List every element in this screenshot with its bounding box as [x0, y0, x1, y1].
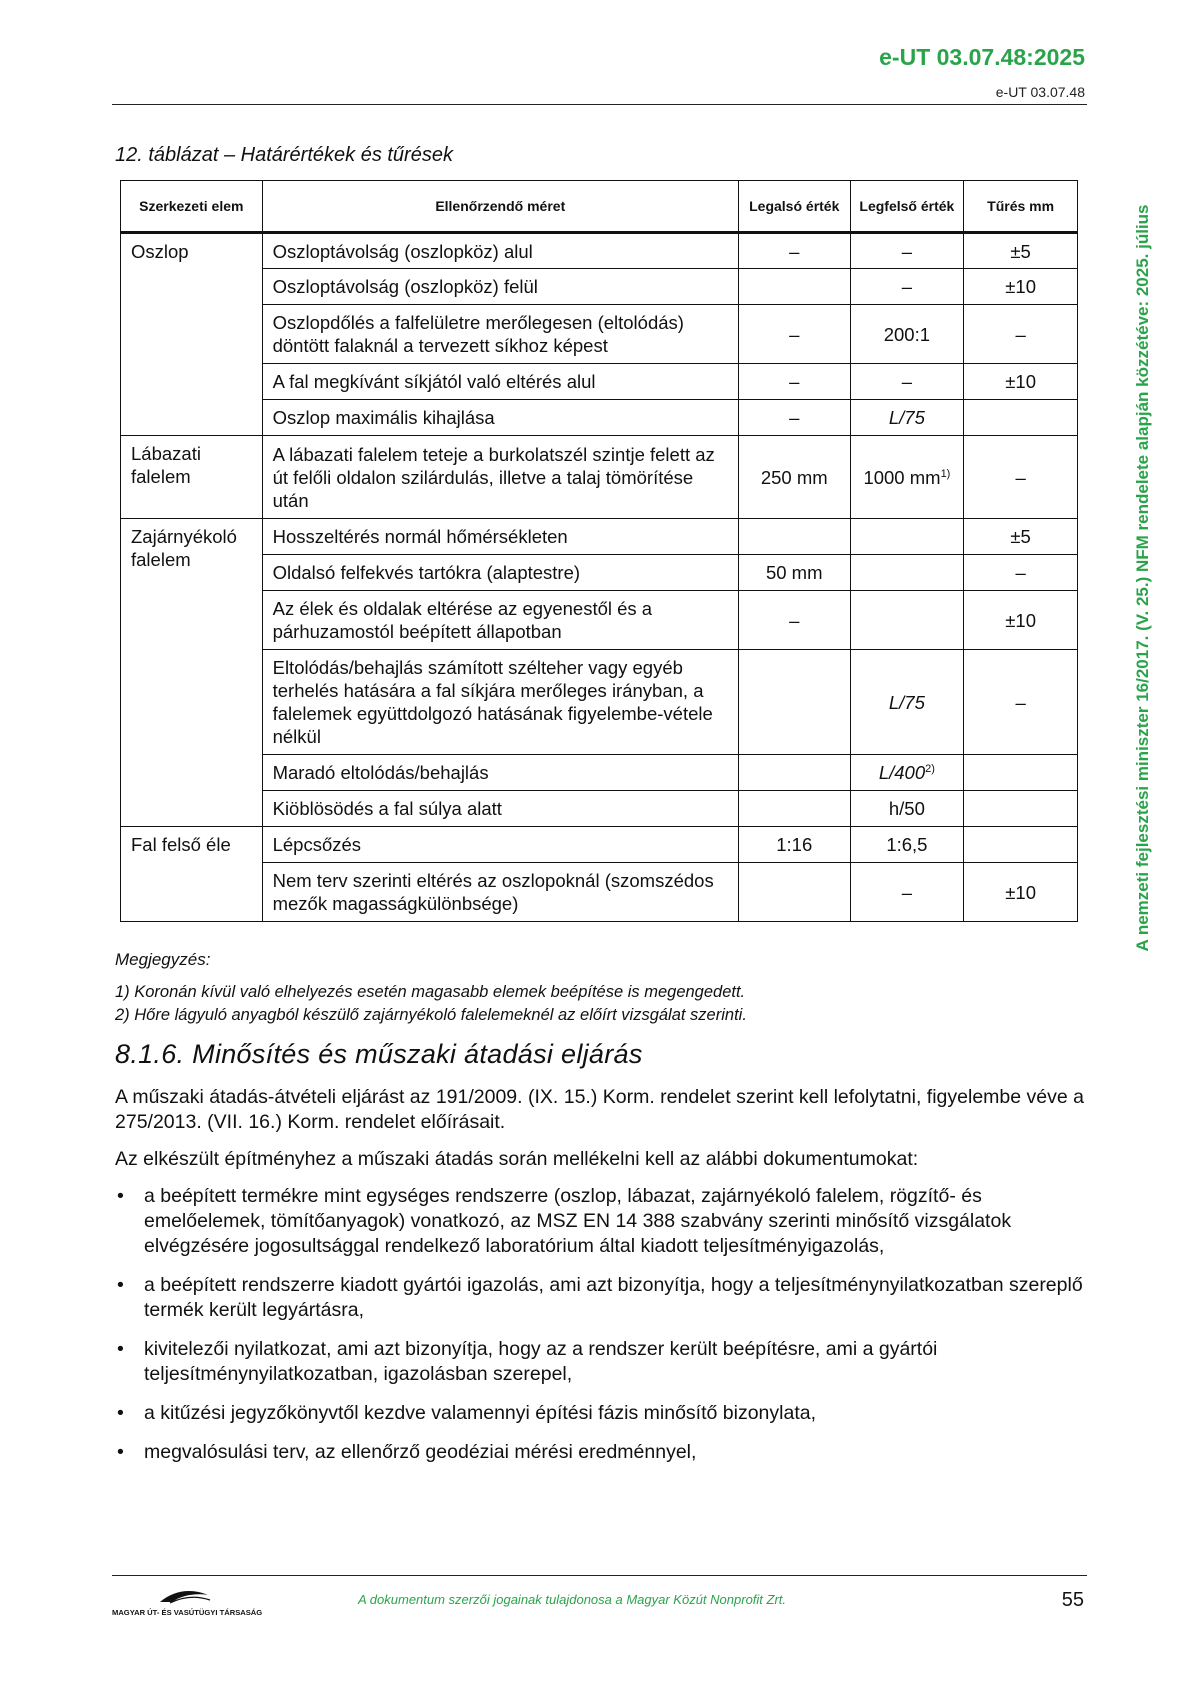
- min-cell: 1:16: [738, 827, 850, 863]
- table-header-row: [121, 181, 1078, 233]
- footnote-2: 2) Hőre lágyuló anyagból készülő zajárnyékoló falelemeknél az előírt vizsgálat szerinti.: [115, 1006, 747, 1024]
- tolerance-cell: [964, 400, 1078, 436]
- measure-cell: Kiöblösödés a fal súlya alatt: [262, 791, 738, 827]
- list-item: [115, 1184, 1085, 1259]
- table-row: [121, 555, 1078, 591]
- header-measure: Ellenőrzendő méret: [262, 181, 738, 233]
- max-cell: [850, 436, 964, 519]
- list-item-text: a beépített termékre mint egységes rendszerre (oszlop, lábazat, zajárnyékoló falelem, rögzítő- és emelőelemek, tömítőanyagok) vonatkozó, az MSZ EN 14 388 szabvány szerinti minősítő vizsgálatok elvégzésére jogosultsággal rendelkező laboratórium által kiadott teljesítményigazolás,: [144, 1185, 1012, 1257]
- min-cell: [738, 650, 850, 755]
- measure-cell: Oldalsó felfekvés tartókra (alaptestre): [262, 555, 738, 591]
- bullet-glyph: •: [117, 1185, 124, 1207]
- table-row: [121, 305, 1078, 364]
- notes-title: Megjegyzés:: [115, 950, 211, 969]
- min-cell: [738, 519, 850, 555]
- list-item: [115, 1440, 1085, 1465]
- company-logo: [112, 1586, 262, 1618]
- bullet-glyph: •: [117, 1338, 124, 1360]
- list-item-text: kivitelezői nyilatkozat, ami azt bizonyítja, hogy az a rendszer került beépítésre, ami a gyártói teljesítménynyilatkozatban, igazolásban szerepel,: [144, 1338, 938, 1385]
- max-value: L/400: [878, 762, 926, 783]
- measure-cell: Az élek és oldalak eltérése az egyenestől és a párhuzamostól beépített állapotban: [262, 591, 738, 650]
- table-row: [121, 436, 1078, 519]
- list-item-text: a kitűzési jegyzőkönyvtől kezdve valamennyi építési fázis minősítő bizonylata,: [144, 1402, 816, 1424]
- document-subcode: e-UT 03.07.48: [995, 84, 1085, 100]
- max-cell: 200:1: [850, 305, 964, 364]
- publication-side-note: A nemzeti fejlesztési miniszter 16/2017. (V. 25.) NFM rendelete alapján közzétéve: 2025. július: [1133, 204, 1152, 952]
- tolerance-cell: –: [964, 650, 1078, 755]
- min-cell: –: [738, 305, 850, 364]
- measure-cell: Nem terv szerinti eltérés az oszlopoknál (szomszédos mezők magasságkülönbsége): [262, 863, 738, 922]
- tolerance-cell: ±10: [964, 269, 1078, 305]
- table-row: [121, 863, 1078, 922]
- element-cell: Zajárnyékoló falelem: [121, 519, 263, 827]
- max-cell: [850, 755, 964, 791]
- document-code: e-UT 03.07.48:2025: [879, 44, 1085, 70]
- page-number: 55: [1061, 1589, 1084, 1611]
- max-cell: 1:6,5: [850, 827, 964, 863]
- list-item: [115, 1337, 1085, 1387]
- tolerance-cell: –: [964, 305, 1078, 364]
- tolerance-cell: –: [964, 555, 1078, 591]
- tolerance-cell: ±10: [964, 364, 1078, 400]
- tolerance-cell: ±10: [964, 591, 1078, 650]
- min-cell: –: [738, 400, 850, 436]
- measure-cell: A fal megkívánt síkjától való eltérés alul: [262, 364, 738, 400]
- bullet-glyph: •: [117, 1274, 124, 1296]
- footnote-ref: 1): [940, 467, 951, 480]
- measure-cell: Lépcsőzés: [262, 827, 738, 863]
- measure-cell: Hosszeltérés normál hőmérsékleten: [262, 519, 738, 555]
- measure-cell: Eltolódás/behajlás számított szélteher vagy egyéb terhelés hatására a fal síkjára merőleges irányban, a falelemek együttdolgozó hatásának figyelembe-vétele nélkül: [262, 650, 738, 755]
- max-cell: –: [850, 233, 964, 269]
- table-caption: 12. táblázat – Határértékek és tűrések: [115, 144, 453, 166]
- element-cell: Fal felső éle: [121, 827, 263, 922]
- tolerance-cell: ±5: [964, 519, 1078, 555]
- max-cell: [850, 555, 964, 591]
- logo-text: MAGYAR ÚT- ÉS VASÚTÜGYI TÁRSASÁG: [112, 1608, 262, 1617]
- paragraph-procedure: A műszaki átadás-átvételi eljárást az 191/2009. (IX. 15.) Korm. rendelet szerint kell lefolytatni, figyelembe véve a 275/2013. (VII. 16.) Korm. rendelet előírásait.: [115, 1086, 1084, 1133]
- max-cell: –: [850, 863, 964, 922]
- list-item: [115, 1273, 1085, 1323]
- max-cell: L/75: [850, 400, 964, 436]
- max-cell: –: [850, 364, 964, 400]
- list-item: [115, 1401, 1085, 1426]
- measure-cell: Oszloptávolság (oszlopköz) felül: [262, 269, 738, 305]
- min-cell: [738, 791, 850, 827]
- tolerance-table: [120, 180, 1078, 922]
- header-rule: [112, 104, 1087, 105]
- measure-cell: Oszlop maximális kihajlása: [262, 400, 738, 436]
- table-row: [121, 519, 1078, 555]
- footnote-ref: 2): [925, 762, 935, 775]
- tolerance-cell: –: [964, 436, 1078, 519]
- footer-rule: [112, 1575, 1087, 1576]
- document-list: [115, 1184, 1085, 1479]
- table-row: [121, 650, 1078, 755]
- max-cell: h/50: [850, 791, 964, 827]
- copyright-notice: A dokumentum szerzői jogainak tulajdonosa a Magyar Közút Nonprofit Zrt.: [358, 1592, 787, 1607]
- max-cell: [850, 591, 964, 650]
- measure-cell: Oszlopdőlés a falfelületre merőlegesen (eltolódás) döntött falaknál a tervezett síkhoz képest: [262, 305, 738, 364]
- measure-cell: A lábazati falelem teteje a burkolatszél szintje felett az út felőli oldalon szilárdulás, illetve a talaj tömörítése után: [262, 436, 738, 519]
- tolerance-cell: ±5: [964, 233, 1078, 269]
- footnote-1: 1) Koronán kívül való elhelyezés esetén magasabb elemek beépítése is megengedett.: [115, 983, 746, 1001]
- paragraph-documents-intro: Az elkészült építményhez a műszaki átadás során mellékelni kell az alábbi dokumentumokat:: [115, 1148, 919, 1170]
- table-row: [121, 233, 1078, 269]
- measure-cell: Oszloptávolság (oszlopköz) alul: [262, 233, 738, 269]
- min-cell: 250 mm: [738, 436, 850, 519]
- max-cell: L/75: [850, 650, 964, 755]
- max-value: 1000 mm: [863, 466, 941, 488]
- max-cell: –: [850, 269, 964, 305]
- table-row: [121, 827, 1078, 863]
- min-cell: [738, 863, 850, 922]
- min-cell: –: [738, 364, 850, 400]
- min-cell: –: [738, 233, 850, 269]
- measure-cell: Maradó eltolódás/behajlás: [262, 755, 738, 791]
- table-row: [121, 791, 1078, 827]
- min-cell: –: [738, 591, 850, 650]
- tolerance-cell: [964, 827, 1078, 863]
- max-cell: [850, 519, 964, 555]
- table-row: [121, 269, 1078, 305]
- tolerance-cell: [964, 755, 1078, 791]
- header-tolerance: Tűrés mm: [964, 181, 1078, 233]
- element-cell: Lábazati falelem: [121, 436, 263, 519]
- min-cell: [738, 269, 850, 305]
- table-row: [121, 400, 1078, 436]
- table-row: [121, 755, 1078, 791]
- list-item-text: megvalósulási terv, az ellenőrző geodéziai mérési eredménnyel,: [144, 1441, 697, 1463]
- list-item-text: a beépített rendszerre kiadott gyártói igazolás, ami azt bizonyítja, hogy a teljesítménynyilatkozatban szereplő termék került legyártásra,: [144, 1274, 1083, 1321]
- tolerance-cell: [964, 791, 1078, 827]
- header-min: Legalsó érték: [738, 181, 850, 233]
- tolerance-cell: ±10: [964, 863, 1078, 922]
- section-heading: 8.1.6. Minősítés és műszaki átadási eljárás: [115, 1039, 643, 1069]
- bullet-glyph: •: [117, 1402, 124, 1424]
- table-row: [121, 591, 1078, 650]
- min-cell: 50 mm: [738, 555, 850, 591]
- table-row: [121, 364, 1078, 400]
- header-element: Szerkezeti elem: [121, 181, 263, 233]
- element-cell: Oszlop: [121, 233, 263, 436]
- bullet-glyph: •: [117, 1441, 124, 1463]
- min-cell: [738, 755, 850, 791]
- header-max: Legfelső érték: [850, 181, 964, 233]
